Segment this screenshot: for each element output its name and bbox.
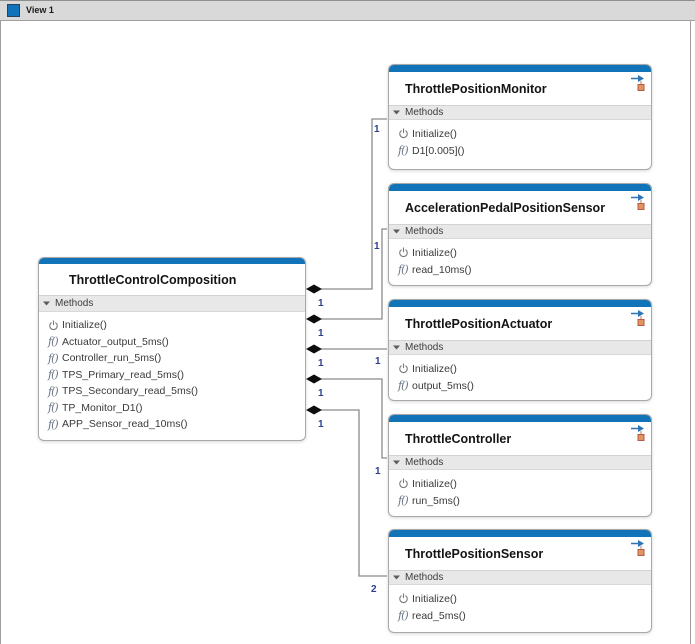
methods-list [39, 312, 305, 433]
component-header-bar [389, 184, 651, 191]
composition-connector-acceleration-pedal-position-sensor[interactable] [321, 229, 387, 319]
method-item[interactable] [389, 475, 651, 492]
methods-section-header[interactable] [389, 105, 651, 120]
method-label: Initialize() [412, 477, 457, 490]
component-card-throttle-position-actuator[interactable] [388, 299, 652, 401]
link-badge-icon [630, 539, 647, 557]
collapse-triangle-icon [393, 229, 400, 234]
methods-list [389, 470, 651, 509]
composition-diamond-icon [306, 315, 322, 324]
link-badge-icon [630, 74, 647, 92]
method-item[interactable] [389, 377, 651, 394]
target-multiplicity-label: 1 [375, 466, 381, 477]
target-multiplicity-label: 2 [371, 584, 377, 595]
function-icon: f() [398, 494, 408, 507]
component-title: ThrottleController [405, 431, 512, 446]
power-icon [398, 593, 412, 604]
collapse-triangle-icon [393, 575, 400, 580]
methods-section-header[interactable] [389, 455, 651, 470]
function-icon: f() [398, 263, 408, 276]
source-multiplicity-label: 1 [318, 298, 324, 309]
collapse-triangle-icon [393, 345, 400, 350]
method-label: TPS_Primary_read_5ms() [62, 368, 184, 381]
link-badge-icon [630, 193, 647, 211]
method-label: APP_Sensor_read_10ms() [62, 418, 188, 431]
method-label: output_5ms() [412, 379, 474, 392]
method-item[interactable] [39, 350, 305, 367]
methods-section-header[interactable] [389, 570, 651, 585]
composition-diamond-icon [306, 406, 322, 415]
function-icon: f() [398, 609, 408, 622]
method-item[interactable] [389, 607, 651, 624]
method-item[interactable] [389, 142, 651, 159]
method-label: Controller_run_5ms() [62, 352, 162, 365]
power-icon [398, 363, 412, 374]
method-item[interactable] [389, 492, 651, 509]
method-label: Initialize() [412, 362, 457, 375]
method-label: run_5ms() [412, 494, 460, 507]
component-header-bar [389, 65, 651, 72]
collapse-triangle-icon [43, 301, 50, 306]
method-label: read_10ms() [412, 263, 472, 276]
component-card-acceleration-pedal-position-sensor[interactable] [388, 183, 652, 286]
function-icon: f() [398, 379, 408, 392]
section-label: Methods [405, 342, 444, 353]
component-card-throttle-position-sensor[interactable] [388, 529, 652, 633]
component-title: ThrottleControlComposition [69, 272, 237, 287]
section-label: Methods [55, 298, 94, 309]
source-multiplicity-label: 1 [318, 388, 324, 399]
method-item[interactable] [39, 334, 305, 351]
method-item[interactable] [389, 244, 651, 261]
method-item[interactable] [389, 590, 651, 607]
source-multiplicity-label: 1 [318, 358, 324, 369]
method-item[interactable] [39, 416, 305, 433]
function-icon: f() [48, 417, 58, 431]
power-icon [398, 128, 412, 139]
methods-list [389, 585, 651, 624]
method-item[interactable] [389, 360, 651, 377]
method-item[interactable] [389, 125, 651, 142]
source-multiplicity-label: 1 [318, 328, 324, 339]
view-tab-label: View 1 [26, 5, 54, 15]
section-label: Methods [405, 572, 444, 583]
component-card-throttle-position-monitor[interactable] [388, 64, 652, 170]
function-icon: f() [48, 335, 58, 349]
method-label: Initialize() [62, 319, 107, 332]
source-multiplicity-label: 1 [318, 419, 324, 430]
method-label: TPS_Secondary_read_5ms() [62, 385, 198, 398]
method-item[interactable] [39, 367, 305, 384]
component-title: ThrottlePositionActuator [405, 316, 553, 331]
section-label: Methods [405, 226, 444, 237]
methods-list [389, 120, 651, 159]
method-label: TP_Monitor_D1() [62, 401, 143, 414]
collapse-triangle-icon [393, 110, 400, 115]
view-color-swatch-icon [7, 4, 20, 17]
section-label: Methods [405, 457, 444, 468]
method-item[interactable] [39, 317, 305, 334]
method-item[interactable] [389, 261, 651, 278]
function-icon: f() [48, 368, 58, 382]
methods-section-header[interactable] [389, 340, 651, 355]
methods-section-header[interactable] [39, 295, 305, 312]
component-header-bar [389, 300, 651, 307]
target-multiplicity-label: 1 [374, 241, 380, 252]
function-icon: f() [48, 384, 58, 398]
method-label: Initialize() [412, 127, 457, 140]
methods-list [389, 239, 651, 278]
composition-diamond-icon [306, 285, 322, 294]
function-icon: f() [48, 351, 58, 365]
section-label: Methods [405, 107, 444, 118]
function-icon: f() [398, 144, 408, 157]
component-card-throttle-control-composition[interactable] [38, 257, 306, 441]
view-tab[interactable] [0, 0, 695, 21]
link-badge-icon [630, 309, 647, 327]
link-badge-icon [630, 424, 647, 442]
function-icon: f() [48, 401, 58, 415]
target-multiplicity-label: 1 [375, 356, 381, 367]
method-label: Initialize() [412, 246, 457, 259]
composition-connector-throttle-position-monitor[interactable] [321, 119, 387, 289]
component-title: ThrottlePositionMonitor [405, 81, 547, 96]
power-icon [398, 478, 412, 489]
component-title: AccelerationPedalPositionSensor [405, 200, 606, 215]
methods-list [389, 355, 651, 394]
component-header-bar [389, 530, 651, 537]
composition-diamond-icon [306, 375, 322, 384]
target-multiplicity-label: 1 [374, 124, 380, 135]
component-title: ThrottlePositionSensor [405, 546, 544, 561]
component-card-throttle-controller[interactable] [388, 414, 652, 517]
method-label: D1[0.005]() [412, 144, 465, 157]
composition-diamond-icon [306, 345, 322, 354]
method-label: read_5ms() [412, 609, 466, 622]
collapse-triangle-icon [393, 460, 400, 465]
power-icon [398, 247, 412, 258]
method-label: Actuator_output_5ms() [62, 335, 169, 348]
composition-connector-throttle-position-sensor[interactable] [321, 410, 387, 576]
method-item[interactable] [39, 400, 305, 417]
methods-section-header[interactable] [389, 224, 651, 239]
composition-connector-throttle-controller[interactable] [321, 379, 387, 458]
component-header-bar [389, 415, 651, 422]
power-icon [48, 320, 62, 331]
method-item[interactable] [39, 383, 305, 400]
method-label: Initialize() [412, 592, 457, 605]
